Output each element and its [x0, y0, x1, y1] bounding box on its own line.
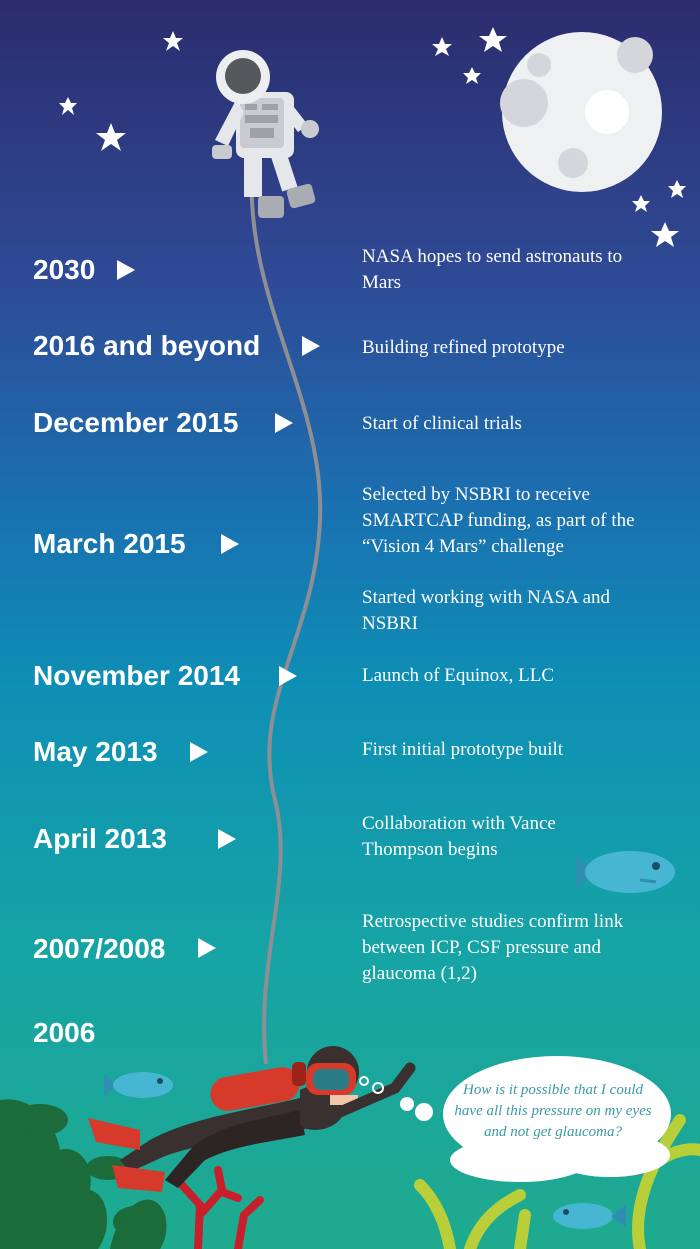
star-icon	[163, 31, 183, 51]
moon-icon	[500, 32, 662, 192]
event-text: Launch of Equinox, LLC	[362, 665, 555, 686]
event-text: Start of clinical trials	[362, 413, 522, 434]
year-label: 2016 and beyond	[33, 330, 261, 361]
year-label: April 2013	[33, 823, 167, 854]
coral-icon	[182, 1170, 260, 1249]
star-icon	[479, 27, 507, 52]
thought-bubble-text: How is it possible that I could have all this pressure on my eyes and not get glaucoma?	[454, 1082, 652, 1140]
year-label: November 2014	[33, 660, 241, 691]
arrow-right-icon	[221, 534, 239, 554]
event-text: Building refined prototype	[362, 337, 565, 358]
event-text: Retrospective studies confirm link between ICP, CSF pressure and glaucoma (1,2)	[362, 911, 624, 984]
astronaut-icon	[212, 50, 319, 218]
event-text: Started working with NASA and NSBRI	[362, 587, 611, 634]
event-text: Collaboration with Vance Thompson begins	[362, 813, 556, 860]
arrow-right-icon	[275, 413, 293, 433]
star-icon	[463, 67, 481, 84]
year-label: 2006	[33, 1017, 96, 1048]
tether-icon	[252, 170, 321, 1064]
event-text: Selected by NSBRI to receive SMARTCAP funding, as part of the “Vision 4 Mars” challenge	[362, 484, 635, 557]
arrow-right-icon	[302, 336, 320, 356]
star-icon	[96, 123, 126, 151]
year-label: March 2015	[33, 528, 186, 559]
arrow-right-icon	[198, 938, 216, 958]
fish-icon	[553, 1203, 626, 1229]
star-icon	[668, 180, 686, 198]
fish-icon	[104, 1072, 173, 1098]
arrow-right-icon	[190, 742, 208, 762]
diver-icon	[88, 1046, 410, 1192]
year-label: 2030	[33, 254, 96, 285]
star-icon	[632, 195, 650, 212]
year-label: 2007/2008	[33, 933, 166, 964]
star-icon	[59, 97, 77, 115]
year-label: December 2015	[33, 407, 239, 438]
star-icon	[651, 222, 679, 247]
star-icon	[432, 37, 452, 56]
year-label: May 2013	[33, 736, 158, 767]
arrow-right-icon	[218, 829, 236, 849]
event-text: NASA hopes to send astronauts to Mars	[362, 246, 623, 293]
arrow-right-icon	[117, 260, 135, 280]
event-text: First initial prototype built	[362, 739, 564, 760]
arrow-right-icon	[279, 666, 297, 686]
